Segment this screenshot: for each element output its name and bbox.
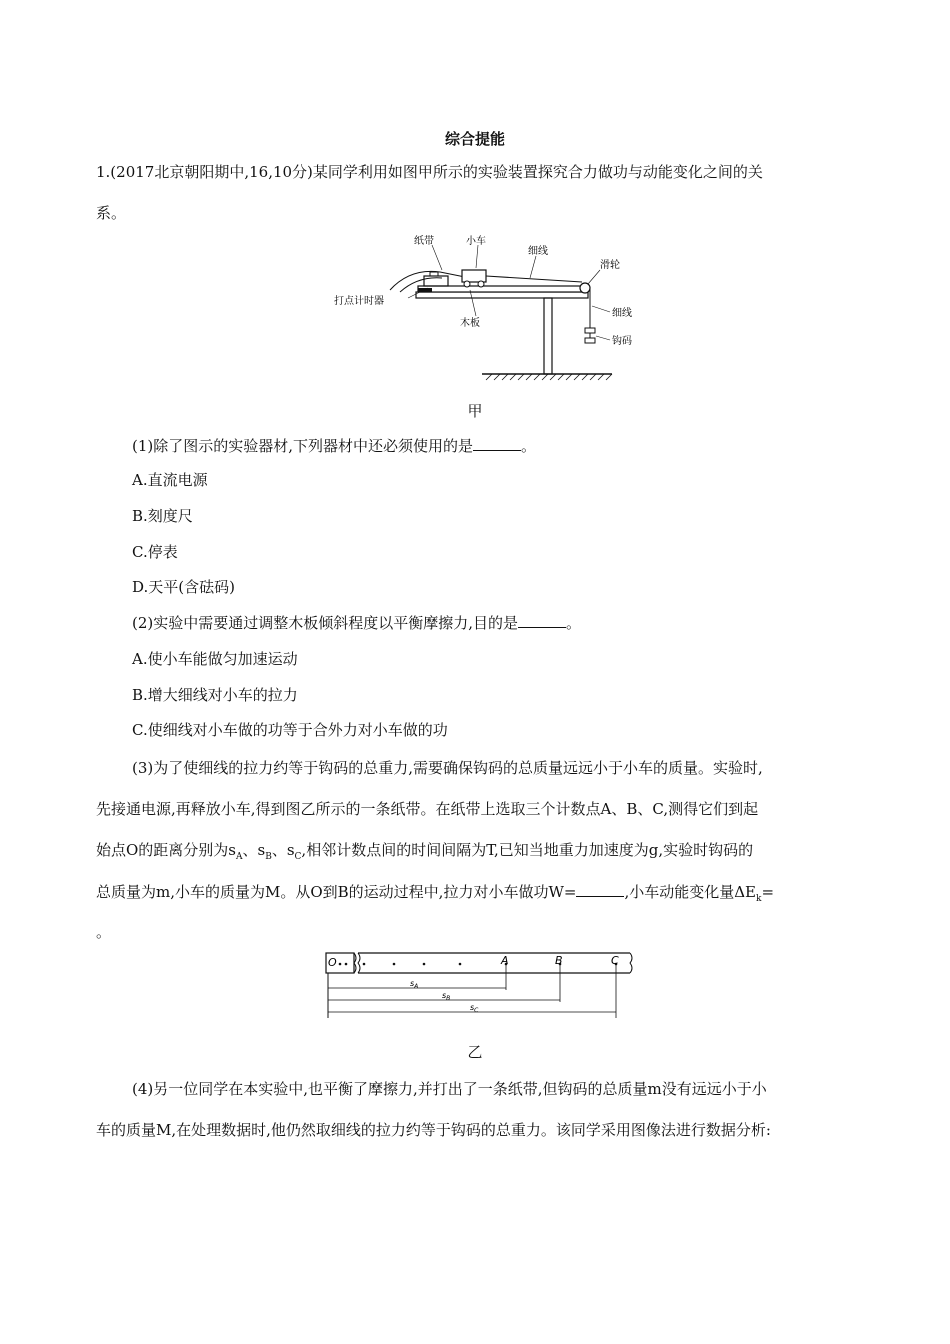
part1-question-text: (1)除了图示的实验器材,下列器材中还必须使用的是	[132, 437, 474, 455]
cart-wheel-right	[478, 281, 484, 287]
part3-line1: (3)为了使细线的拉力约等于钩码的总重力,需要确保钩码的总质量远远小于小车的质量。实验时,	[132, 759, 763, 777]
sub-b: B	[265, 852, 272, 862]
dim-label-sa: $s_A$	[410, 979, 419, 990]
label-pulley: 滑轮	[600, 260, 620, 271]
table-leg	[544, 298, 552, 374]
sub-c: C	[294, 852, 302, 862]
part3-line3-mid2: 、s	[271, 841, 295, 859]
part2-question-text: (2)实验中需要通过调整木板倾斜程度以平衡摩擦力,目的是	[132, 614, 519, 632]
label-cart: 小车	[466, 236, 486, 247]
label-board: 木板	[460, 318, 480, 329]
cart-body	[462, 270, 486, 282]
q1-stem-line1: 1.(2017北京朝阳期中,16,10分)某同学利用如图甲所示的实验装置探究合力做功与动能变化之间的关	[96, 163, 763, 181]
label-string-side: 细线	[612, 308, 632, 319]
tape-dots	[339, 963, 618, 966]
part1-option-d: D.天平(含砝码)	[132, 578, 235, 596]
part1-option-a: A.直流电源	[132, 471, 208, 489]
part3-line4-mid: ,小车动能变化量ΔE	[624, 883, 756, 901]
part4-line1: (4)另一位同学在本实验中,也平衡了摩擦力,并打出了一条纸带,但钩码的总质量m没有远远小于小	[132, 1080, 767, 1098]
figure-jia-apparatus	[330, 232, 650, 382]
part2-question-end: 。	[566, 614, 582, 632]
part1-option-c: C.停表	[132, 543, 178, 561]
part3-line5: 。	[96, 923, 112, 941]
figure-yi-tape	[318, 950, 638, 1022]
part3-line3	[96, 840, 753, 867]
work-answer-blank	[576, 882, 624, 897]
label-weights: 钩码	[612, 336, 632, 347]
sub-a: A	[236, 852, 243, 862]
part1-question-end: 。	[521, 437, 537, 455]
point-a-label: A	[501, 954, 509, 967]
dim-label-sb: $s_B$	[442, 991, 451, 1002]
point-b-label: B	[555, 954, 563, 967]
section-title: 综合提能	[444, 130, 505, 148]
timer-top	[430, 272, 438, 276]
part1-answer-blank	[473, 436, 521, 451]
cart-wheel-left	[464, 281, 470, 287]
label-string-top: 细线	[528, 246, 548, 257]
label-tape: 纸带	[414, 236, 434, 247]
part1-option-b: B.刻度尺	[132, 507, 193, 525]
weight-1	[585, 328, 595, 333]
wooden-board	[418, 286, 586, 292]
part3-line4-start: 总质量为m,小车的质量为M。从O到B的运动过程中,拉力对小车做功W=	[96, 883, 577, 901]
pulley	[580, 283, 590, 293]
string-horizontal	[486, 276, 582, 282]
part2-option-b: B.增大细线对小车的拉力	[132, 686, 298, 704]
figure-yi-caption: 乙	[467, 1043, 483, 1061]
part2-option-c: C.使细线对小车做的功等于合外力对小车做的功	[132, 721, 448, 739]
part2-answer-blank	[518, 613, 566, 628]
label-timer: 打点计时器	[334, 296, 384, 307]
point-c-label: C	[611, 954, 619, 967]
board-edge	[418, 288, 432, 292]
q1-stem-line2: 系。	[96, 204, 127, 222]
ground-hatch	[486, 374, 612, 380]
dim-label-sc: $s_C$	[470, 1003, 479, 1014]
part3-line3-end: ,相邻计数点间的时间间隔为T,已知当地重力加速度为g,实验时钩码的	[301, 841, 754, 859]
tape-break-right	[358, 953, 360, 973]
part3-line4	[96, 882, 774, 909]
figure-jia-caption: 甲	[467, 402, 483, 420]
part4-line2: 车的质量M,在处理数据时,他仍然取细线的拉力约等于钩码的总重力。该同学采用图像法进行数据分析:	[96, 1121, 771, 1139]
part3-line2: 先接通电源,再释放小车,得到图乙所示的一条纸带。在纸带上选取三个计数点A、B、C,测得它们到起	[96, 800, 759, 818]
tape-break-end	[630, 953, 632, 973]
part2-option-a: A.使小车能做匀加速运动	[132, 650, 298, 668]
part3-line3-start: 始点O的距离分别为s	[96, 841, 236, 859]
part3-line4-end: =	[761, 883, 775, 901]
table-top	[416, 292, 588, 298]
point-o-label: O	[328, 956, 337, 969]
sub-k: k	[756, 894, 762, 904]
part3-line3-mid1: 、s	[242, 841, 266, 859]
weight-2	[585, 338, 595, 343]
part2-question	[132, 613, 581, 633]
part1-question	[132, 436, 536, 456]
